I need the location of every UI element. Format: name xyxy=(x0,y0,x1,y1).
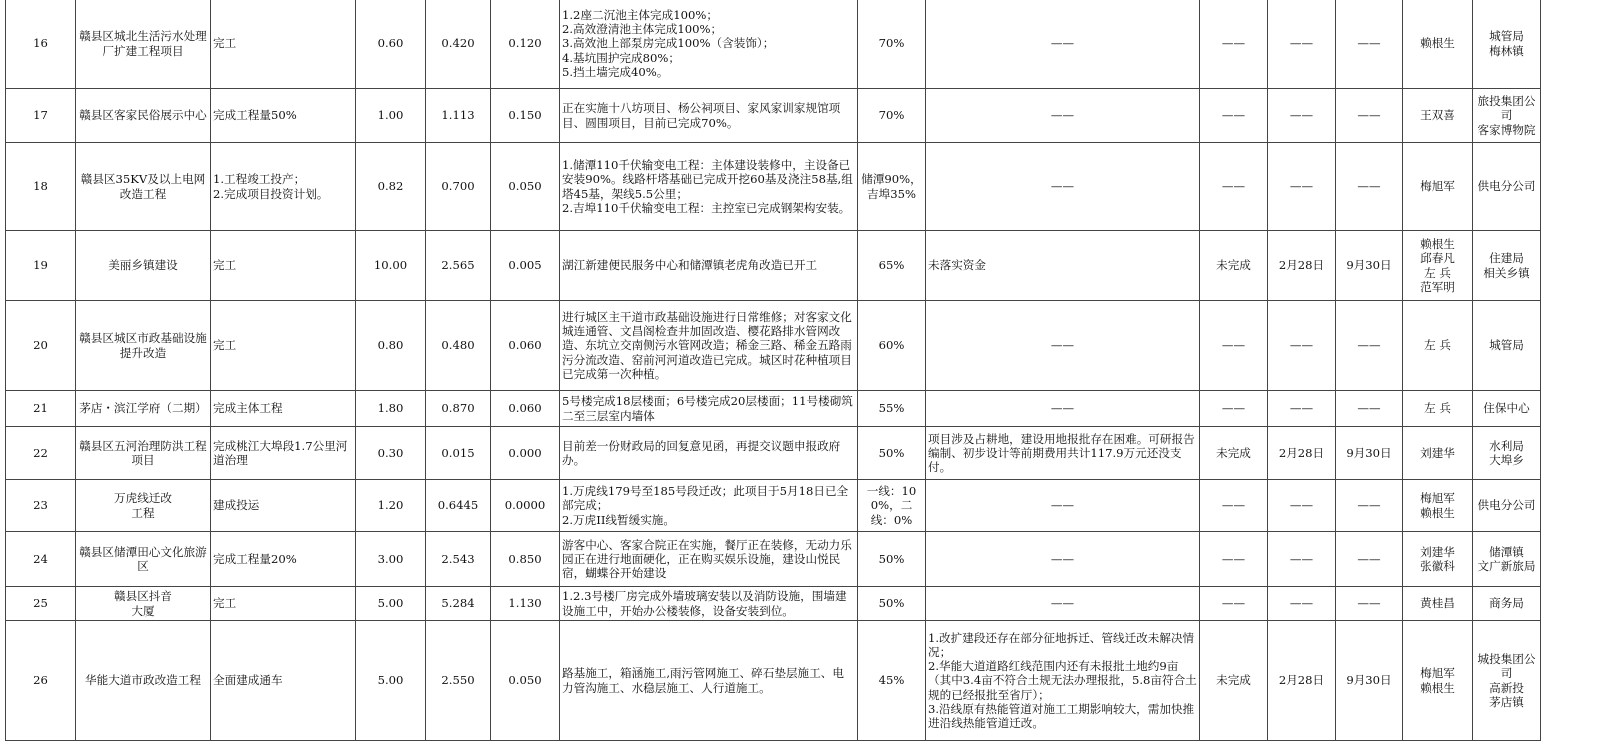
total-investment-cell: 0.82 xyxy=(356,143,426,231)
monthly-investment-cell: 0.050 xyxy=(491,621,560,741)
start-date-cell: —— xyxy=(1268,89,1336,143)
project-name-cell: 赣县区客家民俗展示中心 xyxy=(76,89,211,143)
row-number-cell: 18 xyxy=(6,143,76,231)
monthly-investment-cell: 0.850 xyxy=(491,532,560,587)
end-date-cell: —— xyxy=(1336,89,1403,143)
completed-investment-cell: 2.550 xyxy=(426,621,491,741)
problems-cell: —— xyxy=(926,89,1200,143)
project-name-cell: 赣县区储潭田心文化旅游区 xyxy=(76,532,211,587)
progress-description-cell: 1.万虎线179号至185号段迁改；此项目于5月18日已全部完成； 2.万虎II线暂缓实施。 xyxy=(560,480,858,532)
start-date-cell: —— xyxy=(1268,587,1336,621)
project-name-cell: 茅店・滨江学府（二期） xyxy=(76,391,211,427)
row-number-cell: 16 xyxy=(6,0,76,89)
problems-cell: 未落实资金 xyxy=(926,231,1200,301)
completion-rate-cell: 一线：100%，二线：0% xyxy=(858,480,926,532)
project-name-cell: 赣县区城北生活污水处理厂扩建工程项目 xyxy=(76,0,211,89)
total-investment-cell: 5.00 xyxy=(356,621,426,741)
completion-rate-cell: 50% xyxy=(858,587,926,621)
completed-investment-cell: 0.6445 xyxy=(426,480,491,532)
status-cell: —— xyxy=(1200,89,1268,143)
project-name-cell: 赣县区35KV及以上电网改造工程 xyxy=(76,143,211,231)
start-date-cell: —— xyxy=(1268,480,1336,532)
total-investment-cell: 10.00 xyxy=(356,231,426,301)
status-cell: —— xyxy=(1200,391,1268,427)
problems-cell: —— xyxy=(926,301,1200,391)
start-date-cell: —— xyxy=(1268,0,1336,89)
completed-investment-cell: 0.700 xyxy=(426,143,491,231)
end-date-cell: —— xyxy=(1336,480,1403,532)
row-number-cell: 25 xyxy=(6,587,76,621)
progress-description-cell: 1.2座二沉池主体完成100%； 2.高效澄清池主体完成100%； 3.高效池上部泵房完成100%（含装饰）； 4.基坑围护完成80%； 5.挡土墙完成40%。 xyxy=(560,0,858,89)
responsible-unit-cell: 储潭镇 文广新旅局 xyxy=(1473,532,1541,587)
status-cell: —— xyxy=(1200,143,1268,231)
total-investment-cell: 0.30 xyxy=(356,427,426,480)
completion-rate-cell: 50% xyxy=(858,427,926,480)
monthly-investment-cell: 0.060 xyxy=(491,301,560,391)
project-name-cell: 华能大道市政改造工程 xyxy=(76,621,211,741)
row-number-cell: 22 xyxy=(6,427,76,480)
responsible-unit-cell: 旅投集团公司 客家博物院 xyxy=(1473,89,1541,143)
responsible-leader-cell: 左 兵 xyxy=(1403,391,1473,427)
responsible-leader-cell: 梅旭军 赖根生 xyxy=(1403,480,1473,532)
annual-target-cell: 完成工程量20% xyxy=(211,532,356,587)
problems-cell: —— xyxy=(926,532,1200,587)
table-row xyxy=(6,480,1541,532)
completed-investment-cell: 2.565 xyxy=(426,231,491,301)
progress-description-cell: 进行城区主干道市政基础设施进行日常维修；对客家文化城连通管、文昌阁检查井加固改造、樱花路排水管网改造、东坑立交南侧污水管网改造；稀金三路、稀金五路雨污分流改造、窑前河河道改造已完成。城区时花种植项目已完成第一次种植。 xyxy=(560,301,858,391)
progress-description-cell: 目前差一份财政局的回复意见函，再提交议题申报政府办。 xyxy=(560,427,858,480)
progress-description-cell: 1.储潭110千伏输变电工程：主体建设装修中，主设备已安装90%。线路杆塔基础已完成开挖60基及浇注58基,组塔45基，架线5.5公里； 2.吉埠110千伏输变电工程：主控室已完成钢架构安装。 xyxy=(560,143,858,231)
annual-target-cell: 完成主体工程 xyxy=(211,391,356,427)
progress-description-cell: 游客中心、客家合院正在实施，餐厅正在装修，无动力乐园正在进行地面硬化，正在购买娱乐设施，建设山悦民宿，蝴蝶谷开始建设 xyxy=(560,532,858,587)
page-edge xyxy=(1592,0,1600,752)
status-cell: —— xyxy=(1200,532,1268,587)
responsible-leader-cell: 赖根生 邱春凡 左 兵 范军明 xyxy=(1403,231,1473,301)
total-investment-cell: 3.00 xyxy=(356,532,426,587)
end-date-cell: 9月30日 xyxy=(1336,427,1403,480)
start-date-cell: 2月28日 xyxy=(1268,231,1336,301)
total-investment-cell: 1.00 xyxy=(356,89,426,143)
monthly-investment-cell: 0.0000 xyxy=(491,480,560,532)
end-date-cell: 9月30日 xyxy=(1336,231,1403,301)
completion-rate-cell: 55% xyxy=(858,391,926,427)
completed-investment-cell: 1.113 xyxy=(426,89,491,143)
problems-cell: —— xyxy=(926,480,1200,532)
responsible-leader-cell: 刘建华 xyxy=(1403,427,1473,480)
project-table xyxy=(5,0,1541,741)
project-name-cell: 赣县区五河治理防洪工程项目 xyxy=(76,427,211,480)
completion-rate-cell: 储潭90%，吉埠35% xyxy=(858,143,926,231)
status-cell: —— xyxy=(1200,587,1268,621)
row-number-cell: 24 xyxy=(6,532,76,587)
responsible-leader-cell: 王双喜 xyxy=(1403,89,1473,143)
annual-target-cell: 完工 xyxy=(211,301,356,391)
progress-description-cell: 正在实施十八坊项目、杨公祠项目、家风家训家规馆项目、圆围项目，目前已完成70%。 xyxy=(560,89,858,143)
table-row xyxy=(6,89,1541,143)
table-row xyxy=(6,231,1541,301)
progress-description-cell: 1.2.3号楼厂房完成外墙玻璃安装以及消防设施，围墙建设施工中，开始办公楼装修，设备安装到位。 xyxy=(560,587,858,621)
responsible-unit-cell: 住保中心 xyxy=(1473,391,1541,427)
start-date-cell: 2月28日 xyxy=(1268,621,1336,741)
end-date-cell: —— xyxy=(1336,532,1403,587)
completed-investment-cell: 0.420 xyxy=(426,0,491,89)
responsible-leader-cell: 左 兵 xyxy=(1403,301,1473,391)
project-name-cell: 赣县区抖音 大厦 xyxy=(76,587,211,621)
completed-investment-cell: 0.870 xyxy=(426,391,491,427)
end-date-cell: —— xyxy=(1336,391,1403,427)
monthly-investment-cell: 0.050 xyxy=(491,143,560,231)
completed-investment-cell: 2.543 xyxy=(426,532,491,587)
annual-target-cell: 完工 xyxy=(211,0,356,89)
start-date-cell: 2月28日 xyxy=(1268,427,1336,480)
status-cell: —— xyxy=(1200,0,1268,89)
monthly-investment-cell: 0.120 xyxy=(491,0,560,89)
total-investment-cell: 5.00 xyxy=(356,587,426,621)
monthly-investment-cell: 0.000 xyxy=(491,427,560,480)
total-investment-cell: 0.60 xyxy=(356,0,426,89)
responsible-leader-cell: 赖根生 xyxy=(1403,0,1473,89)
responsible-leader-cell: 梅旭军 xyxy=(1403,143,1473,231)
responsible-unit-cell: 供电分公司 xyxy=(1473,480,1541,532)
annual-target-cell: 完成桃江大埠段1.7公里河道治理 xyxy=(211,427,356,480)
annual-target-cell: 1.工程竣工投产； 2.完成项目投资计划。 xyxy=(211,143,356,231)
start-date-cell: —— xyxy=(1268,532,1336,587)
problems-cell: —— xyxy=(926,391,1200,427)
end-date-cell: —— xyxy=(1336,301,1403,391)
responsible-leader-cell: 梅旭军 赖根生 xyxy=(1403,621,1473,741)
problems-cell: —— xyxy=(926,143,1200,231)
table-row xyxy=(6,391,1541,427)
completed-investment-cell: 0.480 xyxy=(426,301,491,391)
annual-target-cell: 完工 xyxy=(211,231,356,301)
responsible-unit-cell: 水利局 大埠乡 xyxy=(1473,427,1541,480)
end-date-cell: —— xyxy=(1336,587,1403,621)
row-number-cell: 20 xyxy=(6,301,76,391)
annual-target-cell: 建成投运 xyxy=(211,480,356,532)
table-row xyxy=(6,0,1541,89)
responsible-unit-cell: 城投集团公司 高新投 茅店镇 xyxy=(1473,621,1541,741)
row-number-cell: 21 xyxy=(6,391,76,427)
progress-description-cell: 湖江新建便民服务中心和储潭镇老虎角改造已开工 xyxy=(560,231,858,301)
row-number-cell: 23 xyxy=(6,480,76,532)
monthly-investment-cell: 0.060 xyxy=(491,391,560,427)
annual-target-cell: 完工 xyxy=(211,587,356,621)
responsible-unit-cell: 商务局 xyxy=(1473,587,1541,621)
table-row xyxy=(6,587,1541,621)
start-date-cell: —— xyxy=(1268,143,1336,231)
completion-rate-cell: 60% xyxy=(858,301,926,391)
status-cell: 未完成 xyxy=(1200,231,1268,301)
start-date-cell: —— xyxy=(1268,301,1336,391)
annual-target-cell: 全面建成通车 xyxy=(211,621,356,741)
project-name-cell: 赣县区城区市政基础设施提升改造 xyxy=(76,301,211,391)
completion-rate-cell: 65% xyxy=(858,231,926,301)
table-body xyxy=(6,0,1541,741)
problems-cell: 1.改扩建段还存在部分征地拆迁、管线迁改未解决情况； 2.华能大道道路红线范围内还有未报批土地约9亩（其中3.4亩不符合土规无法办理报批，5.8亩符合土规的已经报批至省厅）； 3.沿线原有热能管道对施工工期影响较大，需加快推进沿线热能管道迁改。 xyxy=(926,621,1200,741)
responsible-unit-cell: 城管局 xyxy=(1473,301,1541,391)
status-cell: 未完成 xyxy=(1200,621,1268,741)
responsible-leader-cell: 黄桂昌 xyxy=(1403,587,1473,621)
problems-cell: —— xyxy=(926,587,1200,621)
total-investment-cell: 0.80 xyxy=(356,301,426,391)
end-date-cell: —— xyxy=(1336,143,1403,231)
monthly-investment-cell: 1.130 xyxy=(491,587,560,621)
completion-rate-cell: 70% xyxy=(858,0,926,89)
row-number-cell: 26 xyxy=(6,621,76,741)
responsible-unit-cell: 城管局 梅林镇 xyxy=(1473,0,1541,89)
total-investment-cell: 1.20 xyxy=(356,480,426,532)
row-number-cell: 19 xyxy=(6,231,76,301)
completed-investment-cell: 5.284 xyxy=(426,587,491,621)
monthly-investment-cell: 0.150 xyxy=(491,89,560,143)
problems-cell: 项目涉及占耕地，建设用地报批存在困难。可研报告编制、初步设计等前期费用共计117.9万元还没支付。 xyxy=(926,427,1200,480)
end-date-cell: —— xyxy=(1336,0,1403,89)
table-row xyxy=(6,532,1541,587)
completed-investment-cell: 0.015 xyxy=(426,427,491,480)
problems-cell: —— xyxy=(926,0,1200,89)
table-row xyxy=(6,621,1541,741)
total-investment-cell: 1.80 xyxy=(356,391,426,427)
row-number-cell: 17 xyxy=(6,89,76,143)
responsible-leader-cell: 刘建华 张徽科 xyxy=(1403,532,1473,587)
completion-rate-cell: 45% xyxy=(858,621,926,741)
status-cell: 未完成 xyxy=(1200,427,1268,480)
progress-description-cell: 5号楼完成18层楼面；6号楼完成20层楼面；11号楼砌筑二至三层室内墙体 xyxy=(560,391,858,427)
progress-description-cell: 路基施工，箱涵施工,雨污管网施工、碎石垫层施工、电力管沟施工、水稳层施工、人行道施工。 xyxy=(560,621,858,741)
status-cell: —— xyxy=(1200,480,1268,532)
completion-rate-cell: 70% xyxy=(858,89,926,143)
monthly-investment-cell: 0.005 xyxy=(491,231,560,301)
table-row xyxy=(6,427,1541,480)
annual-target-cell: 完成工程量50% xyxy=(211,89,356,143)
start-date-cell: —— xyxy=(1268,391,1336,427)
responsible-unit-cell: 住建局 相关乡镇 xyxy=(1473,231,1541,301)
completion-rate-cell: 50% xyxy=(858,532,926,587)
table-row xyxy=(6,143,1541,231)
status-cell: —— xyxy=(1200,301,1268,391)
responsible-unit-cell: 供电分公司 xyxy=(1473,143,1541,231)
end-date-cell: 9月30日 xyxy=(1336,621,1403,741)
table-row xyxy=(6,301,1541,391)
project-name-cell: 万虎线迁改 工程 xyxy=(76,480,211,532)
project-name-cell: 美丽乡镇建设 xyxy=(76,231,211,301)
